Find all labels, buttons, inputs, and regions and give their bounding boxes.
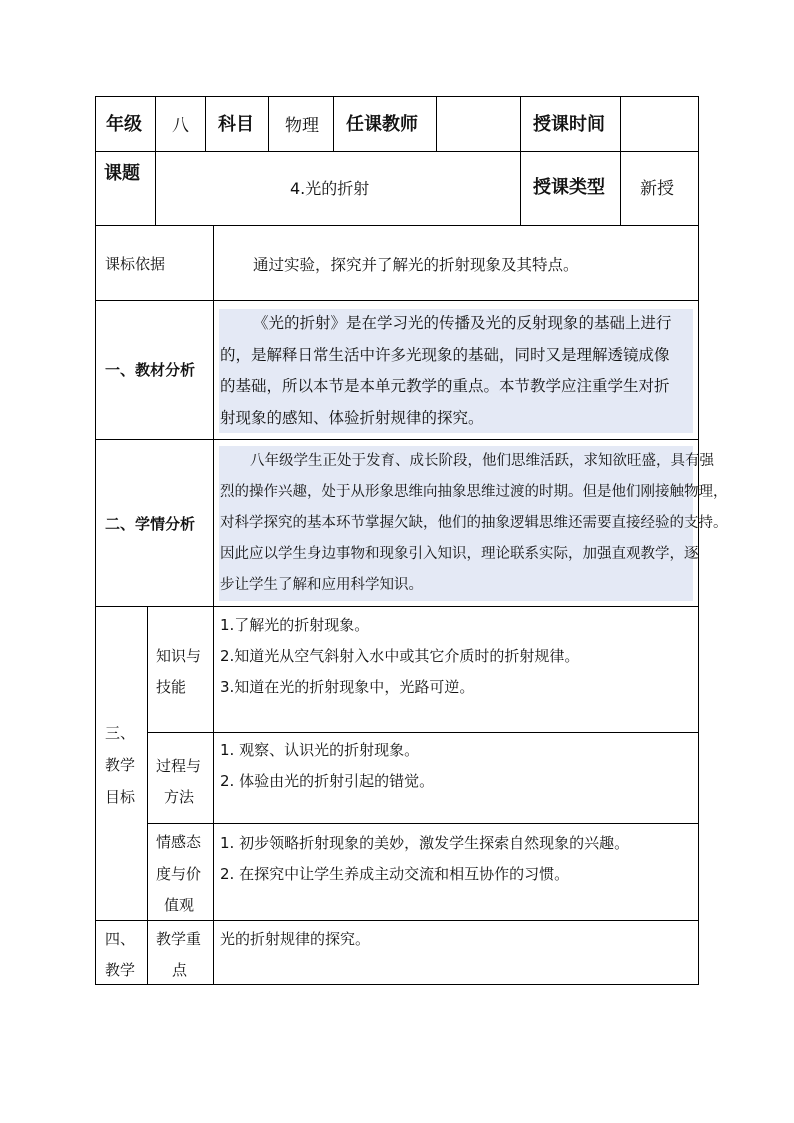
knowledge-label: 知识与 [156, 647, 202, 665]
teacher-label: 任课教师 [346, 114, 418, 135]
table-border-bottom [95, 984, 699, 985]
emotion-label: 情感态 [156, 833, 202, 851]
table-rule [155, 96, 156, 226]
table-border-left [95, 96, 96, 985]
knowledge-item: 2.知道光从空气斜射入水中或其它介质时的折射规律。 [220, 647, 580, 665]
table-rule [520, 96, 521, 226]
material-line: 《光的折射》是在学习光的传播及光的反射现象的基础上进行 [253, 314, 672, 332]
emotion-item: 1. 初步领略折射现象的美妙，激发学生探索自然现象的兴趣。 [220, 834, 630, 852]
knowledge-item: 3.知道在光的折射现象中，光路可逆。 [220, 678, 475, 696]
process-label: 过程与 [156, 757, 202, 775]
process-label: 方法 [164, 788, 195, 806]
material-label: 一、教材分析 [105, 361, 196, 379]
goals-label: 三、 [105, 724, 136, 742]
goals-label: 教学 [105, 756, 136, 774]
material-line: 的基础，所以本节是本单元教学的重点。本节教学应注重学生对折 [220, 377, 670, 395]
type-label: 授课类型 [533, 177, 605, 198]
table-rule [333, 96, 334, 152]
subject-value: 物理 [285, 116, 319, 136]
keypoints-label: 四、 [105, 930, 136, 948]
students-paragraph [220, 446, 728, 601]
subject-label: 科目 [218, 114, 254, 135]
standard-label: 课标依据 [105, 255, 166, 273]
keypoints-sub-label: 点 [172, 961, 188, 979]
emotion-label: 度与价 [156, 865, 202, 883]
table-rule [95, 920, 699, 921]
goals-label: 目标 [105, 788, 136, 806]
table-rule [95, 606, 699, 607]
students-line: 因此应以学生身边事物和现象引入知识，理论联系实际，加强直观教学，逐 [220, 546, 699, 562]
students-line: 步让学生了解和应用科学知识。 [220, 577, 423, 593]
emotion-item: 2. 在探究中让学生养成主动交流和相互协作的习惯。 [220, 865, 570, 883]
emotion-label: 值观 [164, 896, 195, 914]
table-rule [95, 439, 699, 440]
material-line: 射现象的感知、体验折射规律的探究。 [220, 408, 484, 427]
type-value: 新授 [640, 179, 674, 199]
standard-text: 通过实验，探究并了解光的折射现象及其特点。 [253, 256, 579, 274]
keypoints-label: 教学 [105, 961, 136, 979]
process-item: 1. 观察、认识光的折射现象。 [220, 741, 420, 759]
keypoints-text: 光的折射规律的探究。 [220, 930, 371, 948]
grade-label: 年级 [106, 114, 142, 135]
material-paragraph [220, 308, 672, 434]
table-rule [436, 96, 437, 152]
table-rule [147, 606, 148, 985]
topic-value: 4.光的折射 [290, 179, 370, 198]
table-rule [95, 151, 699, 152]
table-rule [268, 96, 269, 152]
table-rule [620, 96, 621, 226]
table-border-top [95, 96, 699, 97]
time-label: 授课时间 [533, 114, 605, 135]
table-rule [147, 823, 699, 824]
process-item: 2. 体验由光的折射引起的错觉。 [220, 772, 435, 790]
table-rule [213, 225, 214, 985]
students-line: 烈的操作兴趣，处于从形象思维向抽象思维过渡的时期。但是他们刚接触物理， [220, 484, 728, 500]
grade-value: 八 [172, 116, 189, 136]
table-rule [95, 225, 699, 226]
material-line: 的，是解释日常生活中许多光现象的基础，同时又是理解透镜成像 [220, 345, 670, 364]
students-label: 二、学情分析 [105, 515, 196, 533]
table-rule [205, 96, 206, 152]
keypoints-sub-label: 教学重 [156, 930, 202, 948]
students-line: 八年级学生正处于发育、成长阶段，他们思维活跃，求知欲旺盛，具有强 [250, 453, 714, 469]
table-rule [147, 732, 699, 733]
knowledge-item: 1.了解光的折射现象。 [220, 616, 370, 634]
table-rule [95, 300, 699, 301]
students-line: 对科学探究的基本环节掌握欠缺，他们的抽象逻辑思维还需要直接经验的支持。 [220, 515, 728, 531]
knowledge-label: 技能 [156, 678, 187, 696]
topic-label: 课题 [104, 163, 140, 184]
